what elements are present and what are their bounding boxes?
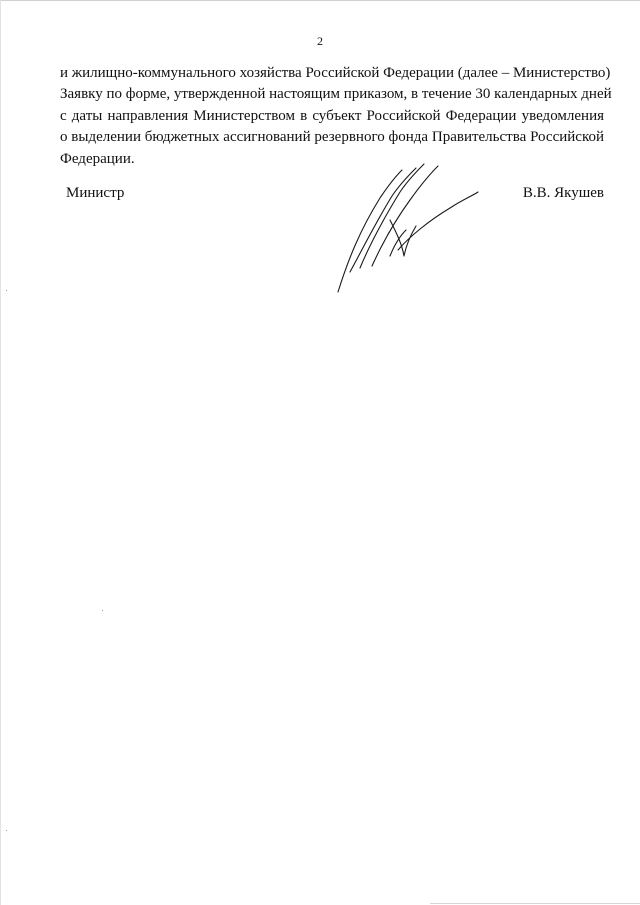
body-line: и жилищно-коммунального хозяйства Российской Федерации (далее – Министерство) [60,65,611,81]
scan-artifact [6,290,7,291]
signatory-name: В.В. Якушев [522,185,604,201]
page-border-bottom [430,903,640,904]
page-number: 2 [317,34,323,48]
body-line: с даты направления Министерством в субъект Российской Федерации уведомления [60,107,604,124]
body-line: о выделении бюджетных ассигнований резервного фонда Правительства Российской [60,129,604,146]
scan-artifact [102,610,103,611]
handwritten-signature [330,160,480,300]
body-paragraph [60,63,612,170]
body-line: Федерации. [60,150,135,167]
scan-artifact [6,830,7,831]
signatory-title: Министр [66,185,125,201]
body-line: Заявку по форме, утвержденной настоящим приказом, в течение 30 календарных дней [60,86,612,103]
page-border-left [0,0,1,905]
page-border-top [0,0,640,1]
